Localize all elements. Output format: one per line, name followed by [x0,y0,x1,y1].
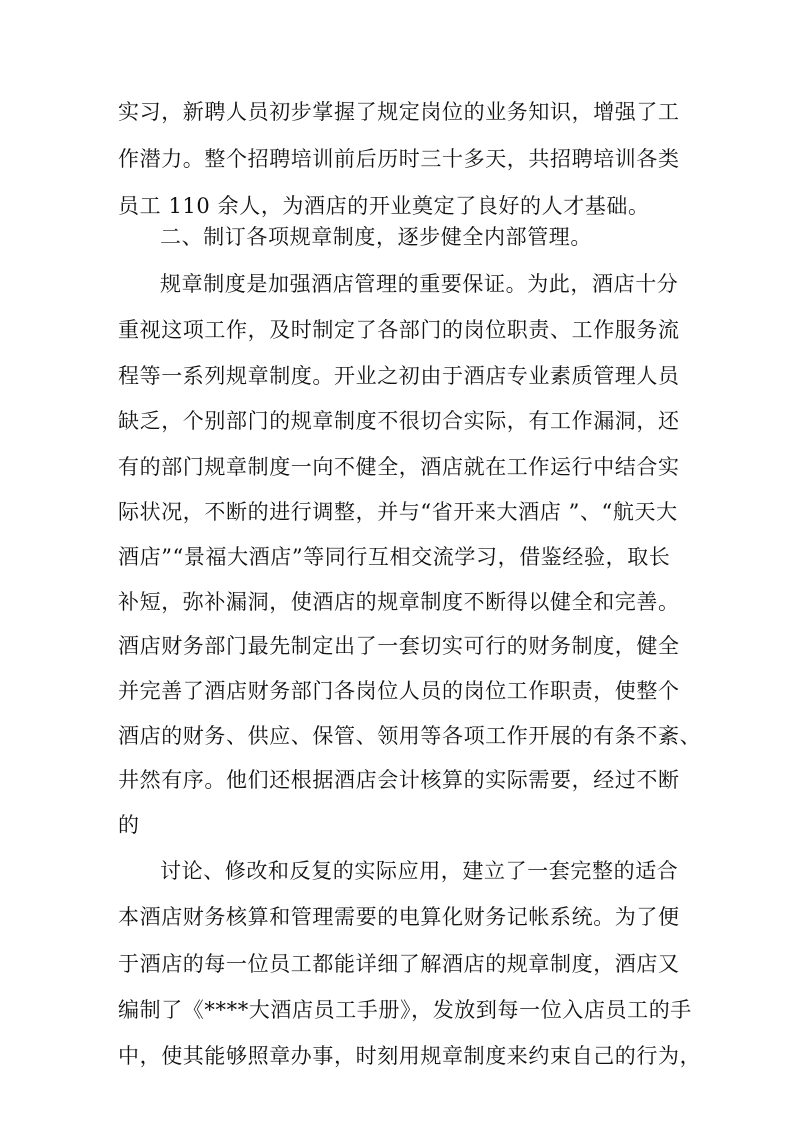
text-line: 规章制度是加强酒店管理的重要保证。为此，酒店十分 [160,272,679,296]
text-line: 井然有序。他们还根据酒店会计核算的实际需要，经过不断 [118,768,680,792]
text-line: 实习，新聘人员初步掌握了规定岗位的业务知识，增强了工 [118,100,680,124]
text-line: 于酒店的每一位员工都能详细了解酒店的规章制度，酒店又 [118,952,680,976]
text-line: 中，使其能够照章办事，时刻用规章制度来约束自己的行为， [118,1044,702,1068]
text-line: 际状况，不断的进行调整，并与“省开来大酒店 ”、“航天大 [118,500,678,524]
text-line: 编制了《****大酒店员工手册》，发放到每一位入店员工的手 [118,998,692,1022]
text-line: 的 [118,813,140,837]
text-line: 作潜力。整个招聘培训前后历时三十多天，共招聘培训各类 [118,147,680,171]
text-line: 员工 110 余人，为酒店的开业奠定了良好的人才基础。 [118,194,650,218]
section-heading: 二、制订各项规章制度，逐步健全内部管理。 [160,225,592,249]
text-line: 补短，弥补漏洞，使酒店的规章制度不断得以健全和完善。 [118,590,680,614]
text-line: 酒店”“景福大酒店”等同行互相交流学习，借鉴经验，取长 [118,545,671,569]
text-line: 缺乏，个别部门的规章制度不很切合实际，有工作漏洞，还 [118,409,680,433]
text-line: 重视这项工作，及时制定了各部门的岗位职责、工作服务流 [118,318,680,342]
text-line: 有的部门规章制度一向不健全，酒店就在工作运行中结合实 [118,455,680,479]
text-line: 酒店财务部门最先制定出了一套切实可行的财务制度，健全 [118,634,680,658]
text-line: 本酒店财务核算和管理需要的电算化财务记帐系统。为了便 [118,905,680,929]
text-line: 程等一系列规章制度。开业之初由于酒店专业素质管理人员 [118,364,680,388]
text-line: 酒店的财务、供应、保管、领用等各项工作开展的有条不紊、 [118,724,702,748]
text-line: 并完善了酒店财务部门各岗位人员的岗位工作职责，使整个 [118,679,680,703]
text-line: 讨论、修改和反复的实际应用，建立了一套完整的适合 [160,859,679,883]
